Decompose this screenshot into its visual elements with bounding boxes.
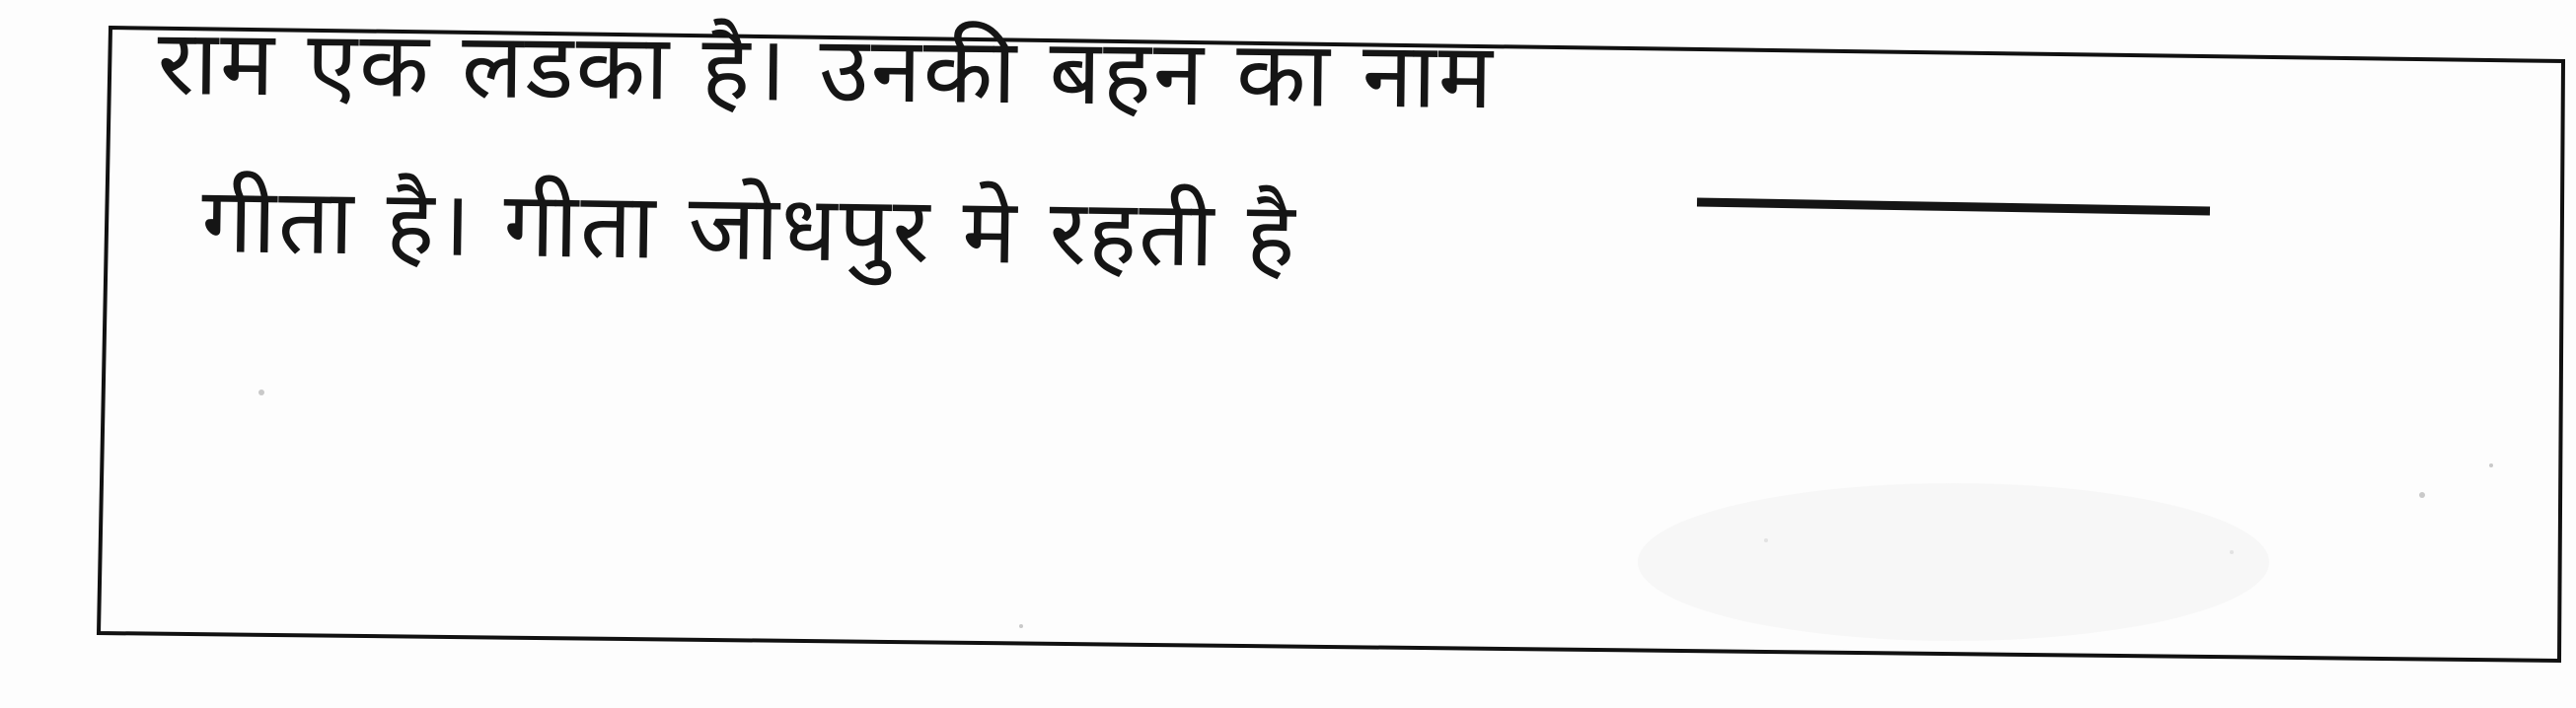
handwritten-line-1: राम एक लडका है। उनकी बहन का नाम xyxy=(156,10,1496,130)
header-stroke xyxy=(1697,197,2210,215)
handwritten-line-2: गीता है। गीता जोधपुर मे रहती है xyxy=(200,168,1298,289)
